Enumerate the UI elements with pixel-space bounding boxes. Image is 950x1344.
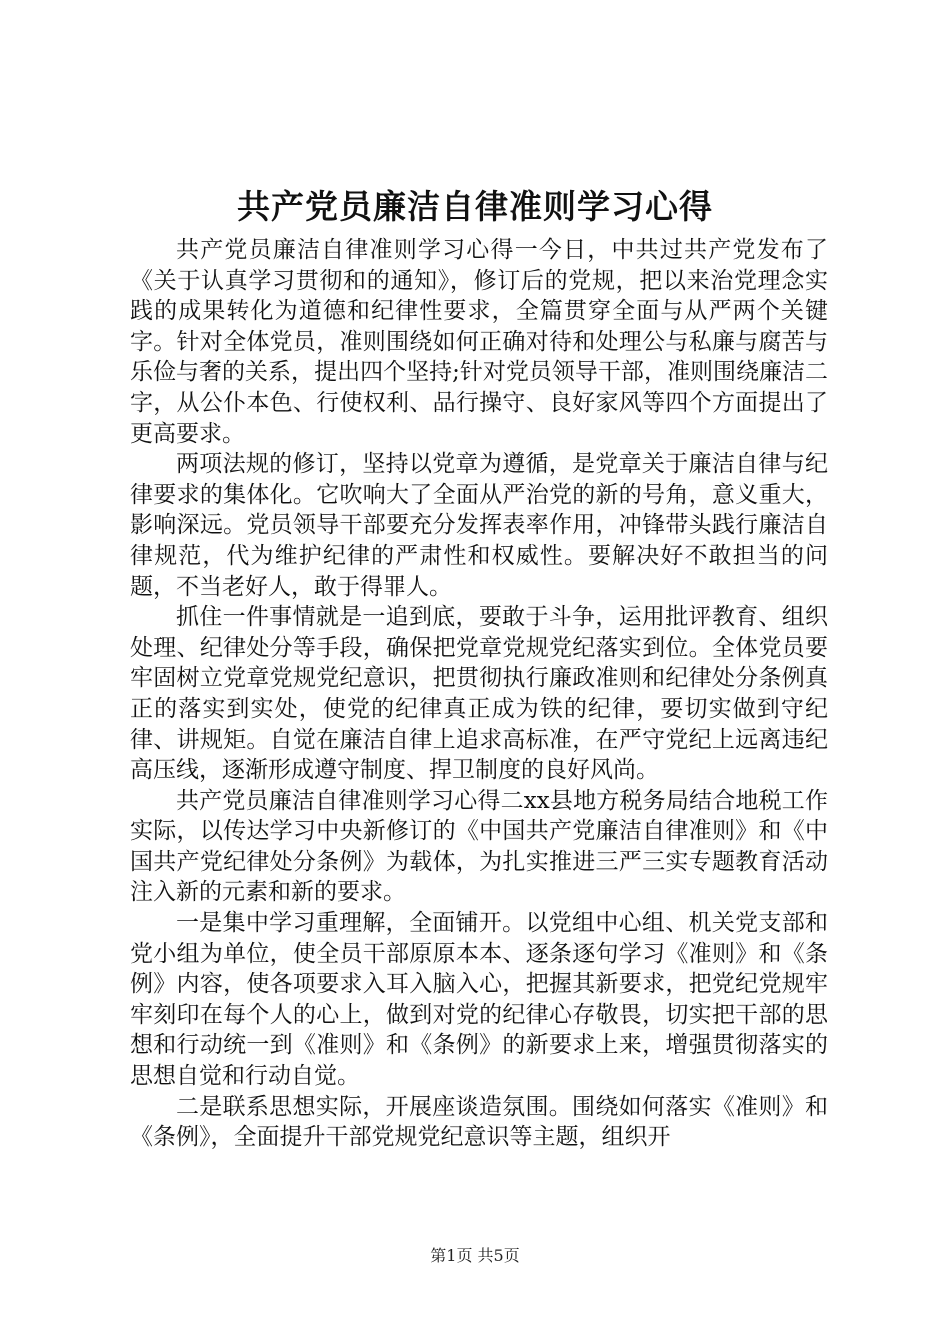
paragraph-3: 抓住一件事情就是一追到底，要敢于斗争，运用批评教育、组织处理、纪律处分等手段，确保把党章党规党纪落实到位。全体党员要牢固树立党章党规党纪意识，把贯彻执行廉政准则和纪律处分条例真正的落实到实处，使党的纪律真正成为铁的纪律，要切实做到守纪律、讲规矩。自觉在廉洁自律上追求高标准，在严守党纪上远离违纪高压线，逐渐形成遵守制度、捍卫制度的良好风尚。	[130, 604, 828, 784]
document-title: 共产党员廉洁自律准则学习心得	[237, 187, 713, 226]
paragraph-2: 两项法规的修订，坚持以党章为遵循，是党章关于廉洁自律与纪律要求的集体化。它吹响大了全面从严治党的新的号角，意义重大，影响深远。党员领导干部要充分发挥表率作用，冲锋带头践行廉洁自律规范，代为维护纪律的严肃性和权威性。要解决好不敢担当的问题，不当老好人，敢于得罪人。	[130, 451, 828, 600]
paragraph-1: 共产党员廉洁自律准则学习心得一今日，中共过共产党发布了《关于认真学习贯彻和的通知》，修订后的党规，把以来治党理念实践的成果转化为道德和纪律性要求，全篇贯穿全面与从严两个关键字。针对全体党员，准则围绕如何正确对待和处理公与私廉与腐苦与乐俭与奢的关系，提出四个坚持;针对党员领导干部，准则围绕廉洁二字，从公仆本色、行使权利、品行操守、良好家风等四个方面提出了更高要求。	[130, 237, 828, 447]
paragraph-4: 共产党员廉洁自律准则学习心得二xx县地方税务局结合地税工作实际，以传达学习中央新修订的《中国共产党廉洁自律准则》和《中国共产党纪律处分条例》为载体，为扎实推进三严三实专题教育活动注入新的元素和新的要求。	[130, 787, 828, 906]
document-body	[130, 235, 828, 1153]
page-number-footer: 第1页 共5页	[430, 1246, 520, 1265]
paragraph-6: 二是联系思想实际，开展座谈造氛围。围绕如何落实《准则》和《条例》，全面提升干部党规党纪意识等主题，组织开	[130, 1093, 828, 1151]
paragraph-5: 一是集中学习重理解，全面铺开。以党组中心组、机关党支部和党小组为单位，使全员干部原原本本、逐条逐句学习《准则》和《条例》内容，使各项要求入耳入脑入心，把握其新要求，把党纪党规牢牢刻印在每个人的心上，做到对党的纪律心存敬畏，切实把干部的思想和行动统一到《准则》和《条例》的新要求上来，增强贯彻落实的思想自觉和行动自觉。	[130, 910, 828, 1090]
